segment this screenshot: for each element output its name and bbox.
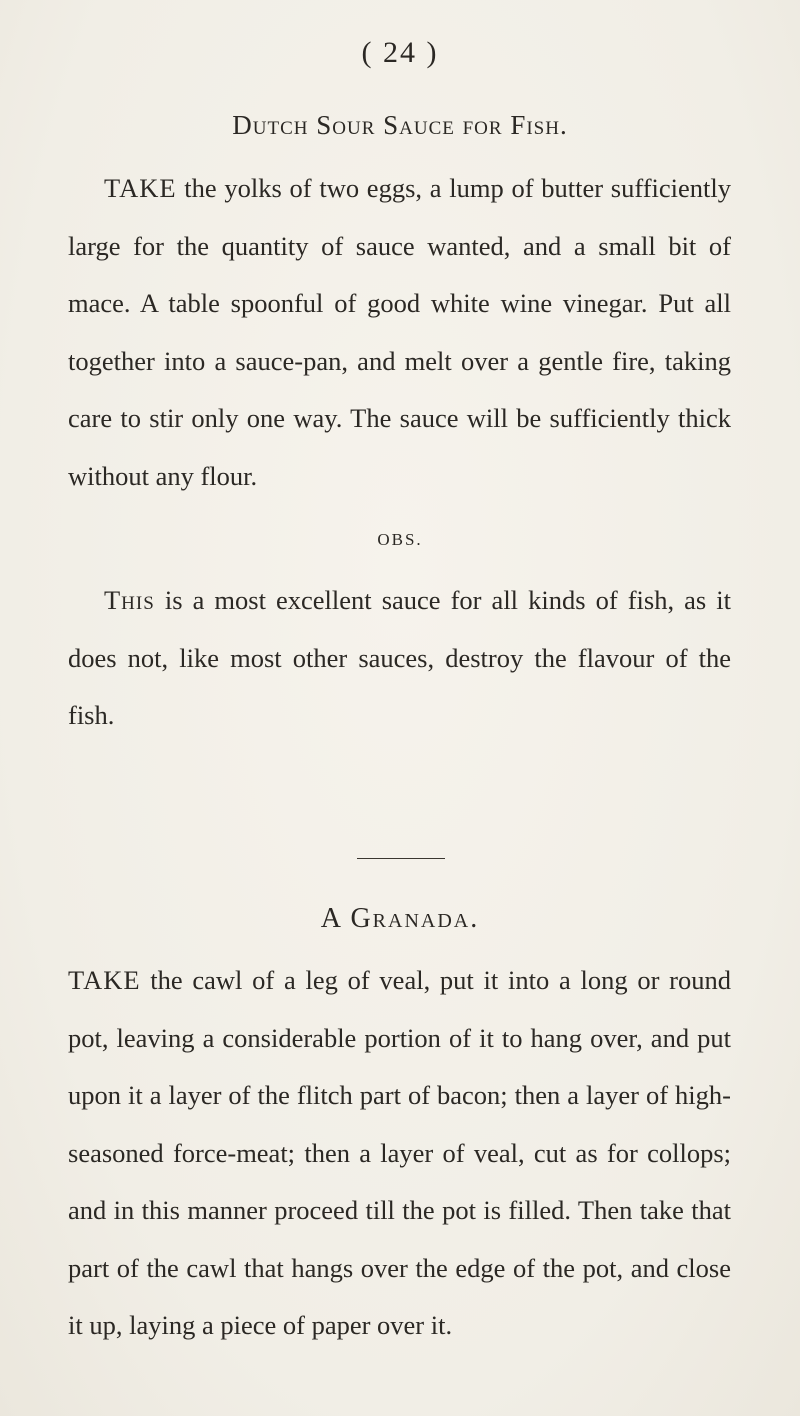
recipe-paragraph-granada [68, 952, 731, 1355]
recipe-title-dutch-sour-sauce: Dutch Sour Sauce for Fish. [232, 110, 568, 140]
recipe-title-granada: A Granada. [320, 903, 480, 934]
paragraph-first-word: This [104, 585, 155, 615]
paragraph-first-word: TAKE [104, 173, 177, 203]
paragraph-first-word: TAKE [68, 965, 141, 995]
paragraph-text: the yolks of two eggs, a lump of butter sufficiently large for the quantity of sauce wanted, and a small bit of mace. A table spoonful of good white wine vinegar. Put all together into a sauce-pan, and melt over a gentle fire, taking care to stir only one way. The sauce will be sufficiently thick without any flour. [68, 173, 731, 491]
paragraph-text: is a most excellent sauce for all kinds of fish, as it does not, like most other sauces, destroy the flavour of the fish. [68, 585, 731, 730]
paragraph-text: the cawl of a leg of veal, put it into a long or round pot, leaving a considerable portion of it to hang over, and put upon it a layer of the flitch part of bacon; then a layer of high-seasoned force-meat; then a layer of veal, cut as for collops; and in this manner proceed till the pot is filled. Then take that part of the cawl that hangs over the edge of the pot, and close it up, laying a piece of paper over it. [68, 965, 731, 1340]
page-number: ( 24 ) [361, 36, 439, 69]
observation-paragraph [68, 572, 731, 745]
observation-label: OBS. [377, 530, 423, 549]
section-divider [357, 858, 445, 859]
recipe-paragraph-dutch-sour-sauce [68, 160, 731, 505]
